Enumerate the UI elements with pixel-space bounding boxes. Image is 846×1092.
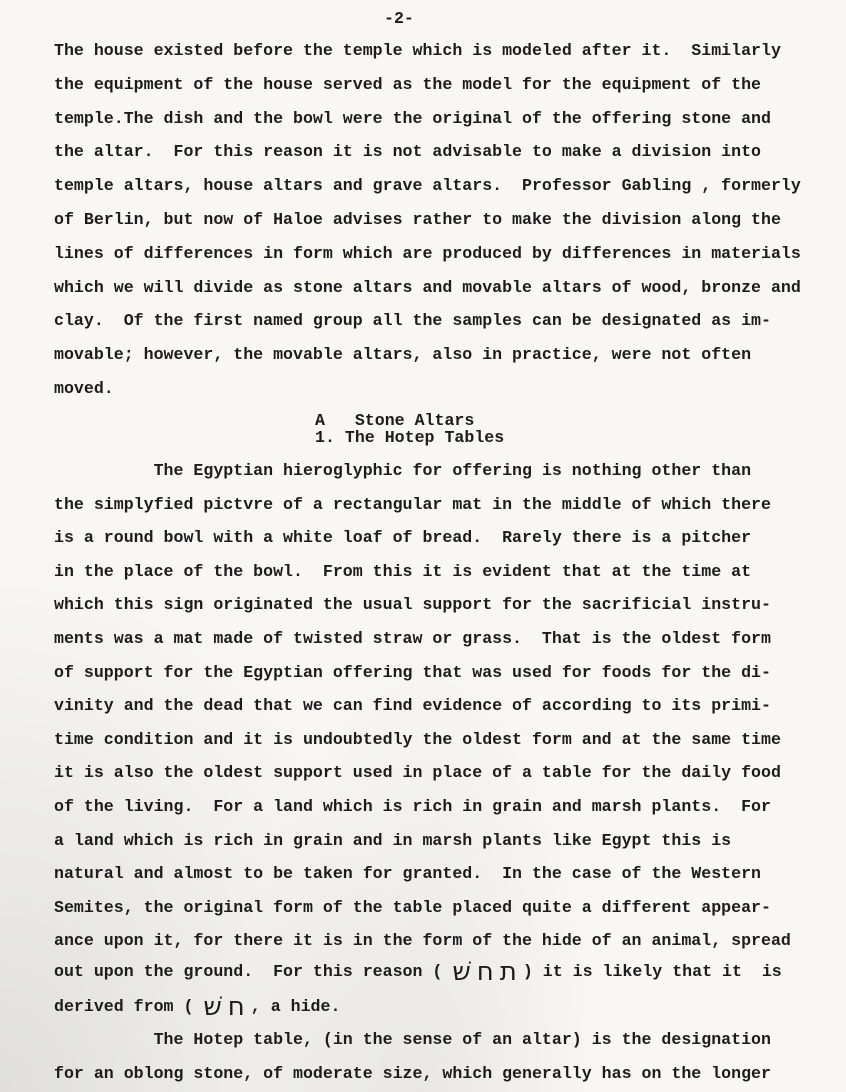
text-line: which we will divide as stone altars and movable altars of wood, bronze and (54, 277, 801, 297)
text-line: ments was a mat made of twisted straw or grass. That is the oldest form (54, 629, 771, 648)
text-line: movable; however, the movable altars, also in practice, were not often (54, 345, 752, 365)
text-line: temple altars, house altars and grave altars. Professor Gabling , formerly (54, 176, 801, 196)
text-line: the altar. For this reason it is not advisable to make a division into (54, 142, 762, 162)
text: out upon the ground. For this reason ( (54, 962, 453, 981)
text-line: the simplyfied pictvre of a rectangular mat in the middle of which there (54, 494, 771, 514)
text-line: vinity and the dead that we can find evidence of according to its primi- (54, 696, 771, 716)
subsection-heading: 1. The Hotep Tables (315, 428, 505, 447)
handwritten-hebrew: חשׁ (203, 992, 251, 1022)
text-line: of the living. For a land which is rich in grain and marsh plants. For (54, 797, 771, 816)
text-line: moved. (54, 379, 114, 398)
handwritten-hebrew: תחשׁ (452, 957, 523, 987)
text-line: lines of differences in form which are produced by differences in materials (54, 243, 801, 263)
text-line: of Berlin, but now of Haloe advises rather to make the division along the (54, 210, 781, 229)
text-line: Semites, the original form of the table placed quite a different appear- (54, 897, 771, 917)
text-line: natural and almost to be taken for granted. In the case of the Western (54, 864, 762, 884)
text-line: which this sign originated the usual support for the sacrificial instru- (54, 595, 771, 615)
text: derived from ( (54, 997, 204, 1016)
text: , a hide. (250, 997, 341, 1016)
page-number: -2- (384, 9, 414, 28)
text-line-derived (54, 992, 341, 1022)
text-line: is a round bowl with a white loaf of bread. Rarely there is a pitcher (54, 528, 752, 548)
text-line: temple.The dish and the bowl were the original of the offering stone and (54, 108, 771, 128)
text-line: The Hotep table, (in the sense of an altar) is the designation (54, 1030, 771, 1049)
text: ) it is likely that it is (522, 962, 782, 981)
text-line: it is also the oldest support used in place of a table for the daily food (54, 763, 781, 783)
text-line: of support for the Egyptian offering that was used for foods for the di- (54, 662, 771, 682)
text-line: time condition and it is undoubtedly the oldest form and at the same time (54, 729, 781, 749)
text-line: the equipment of the house served as the model for the equipment of the (54, 74, 762, 94)
text-line: The Egyptian hieroglyphic for offering is nothing other than (54, 461, 752, 480)
section-heading: A Stone Altars (315, 411, 475, 430)
text-line: in the place of the bowl. From this it is evident that at the time at (54, 561, 752, 581)
text-line-reason (54, 957, 782, 987)
text-line: clay. Of the first named group all the samples can be designated as im- (54, 311, 771, 331)
text-line: The house existed before the temple which is modeled after it. Similarly (54, 41, 781, 60)
text-line: ance upon it, for there it is in the form of the hide of an animal, spread (54, 931, 791, 951)
text-line: for an oblong stone, of moderate size, which generally has on the longer (54, 1063, 771, 1083)
text-line: a land which is rich in grain and in marsh plants like Egypt this is (54, 830, 732, 850)
